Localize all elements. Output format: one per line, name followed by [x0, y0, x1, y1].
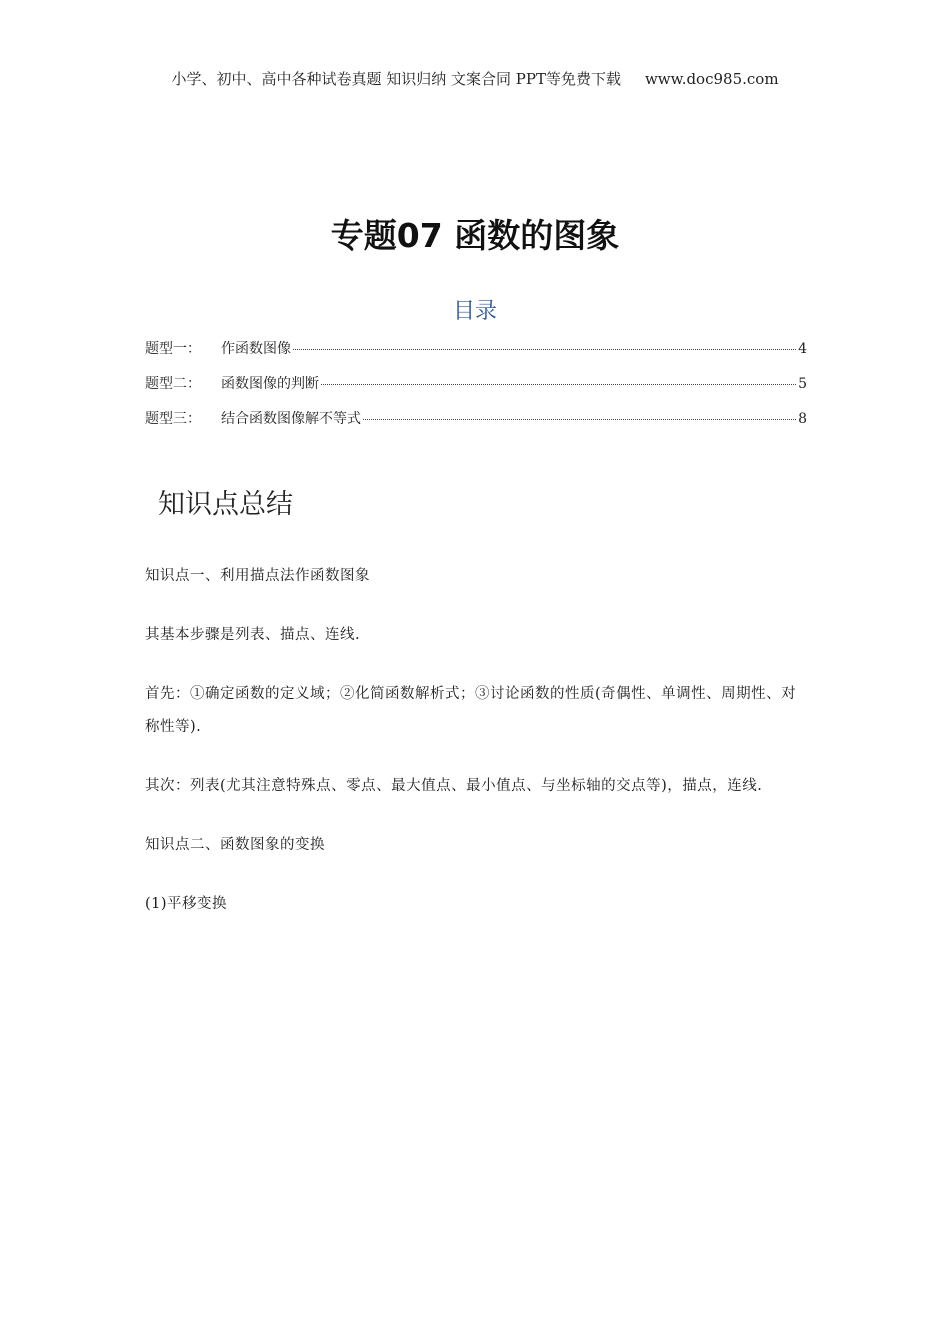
toc-heading: 目录: [452, 299, 497, 324]
header-site[interactable]: www.doc985.com: [644, 70, 779, 88]
toc-item[interactable]: [145, 373, 807, 408]
toc-item[interactable]: [145, 338, 807, 373]
paragraph: 其次：列表(尤其注意特殊点、零点、最大值点、最小值点、与坐标轴的交点等)，描点，连线.: [145, 778, 763, 794]
header-text: 小学、初中、高中各种试卷真题 知识归纳 文案合同 PPT等免费下载: [171, 70, 621, 88]
toc-item[interactable]: [145, 408, 807, 443]
document-title: 专题07 函数的图象: [330, 216, 620, 255]
toc-item-page: 4: [798, 341, 807, 357]
toc-item-number: 题型二：: [145, 376, 201, 392]
toc-item-title: 结合函数图像解不等式: [221, 411, 361, 427]
toc-item-number: 题型三：: [145, 411, 201, 427]
toc-leader-dots: [293, 349, 796, 350]
toc-item-title: 作函数图像: [221, 341, 291, 357]
toc-item-title: 函数图像的判断: [221, 376, 319, 392]
toc-item-number: 题型一：: [145, 341, 201, 357]
toc-leader-dots: [321, 384, 796, 385]
paragraph: 首先：①确定函数的定义域；②化简函数解析式；③讨论函数的性质(奇偶性、单调性、周期性、对称性等).: [145, 686, 797, 735]
paragraph: 知识点二、函数图象的变换: [145, 837, 325, 853]
page-header: [0, 68, 950, 89]
toc-leader-dots: [363, 419, 796, 420]
paragraph: (1)平移变换: [145, 896, 228, 912]
toc-item-page: 5: [798, 376, 807, 392]
toc-item-page: 8: [798, 411, 807, 427]
table-of-contents: [145, 338, 807, 443]
paragraph: 其基本步骤是列表、描点、连线.: [145, 627, 361, 643]
section-body: [145, 560, 810, 947]
section-heading: 知识点总结: [158, 489, 293, 520]
paragraph: 知识点一、利用描点法作函数图象: [145, 568, 370, 584]
